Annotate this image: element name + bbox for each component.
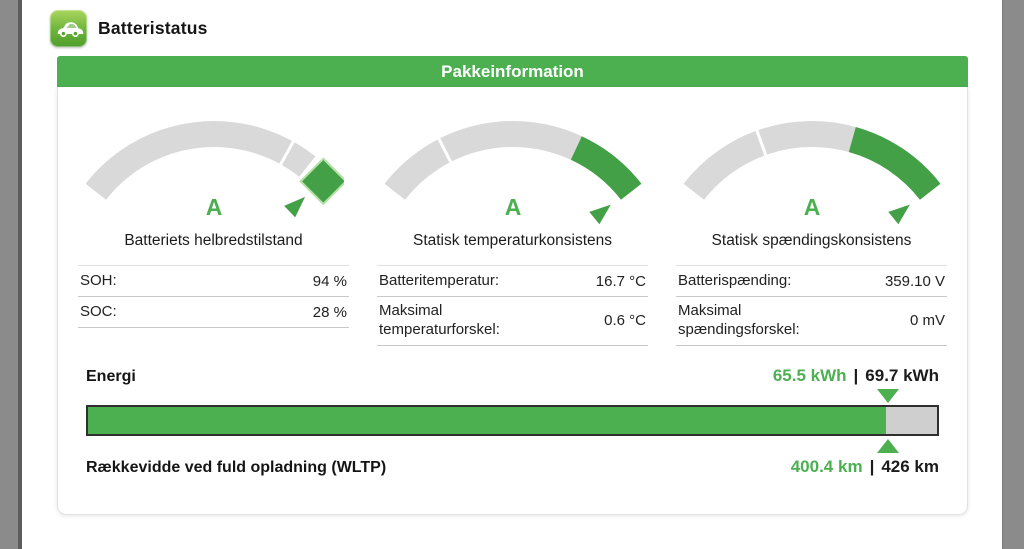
energy-current-value: 65.5 kWh [772, 365, 847, 385]
metric-value: 28 % [312, 303, 347, 321]
title-bar [26, 0, 1002, 56]
right-edge-strip [1002, 0, 1024, 549]
energy-bar-fill [88, 407, 886, 434]
range-current-value: 400.4 km [790, 456, 863, 476]
soh-gauge-panel [78, 89, 349, 346]
energy-values [773, 366, 939, 386]
gauge-track [394, 134, 576, 192]
metric-label: SOC: [80, 302, 117, 320]
range-marker-row [86, 439, 939, 453]
table-row [676, 266, 947, 297]
range-separator: | [869, 456, 875, 476]
voltage-gauge [682, 89, 942, 229]
metric-label: Batterispænding: [678, 271, 792, 289]
temperature-gauge [383, 89, 643, 229]
energy-marker-down-icon [877, 389, 899, 403]
energy-marker-row [86, 389, 939, 403]
gauge-track [95, 134, 306, 192]
panel-header-title: Pakkeinformation [441, 61, 584, 81]
gauge-caption: Statisk temperaturkonsistens [412, 232, 612, 249]
gauge-grade: A [803, 194, 820, 220]
gauge-pointer-icon [888, 205, 910, 225]
metric-label: Maksimal spændingsforskel: [678, 302, 800, 338]
gauge-track [693, 134, 852, 192]
range-label: Rækkevidde ved fuld opladning (WLTP) [86, 458, 387, 476]
metric-table [78, 265, 349, 328]
soh-gauge [84, 89, 344, 229]
range-marker-up-icon [877, 439, 899, 453]
energy-max-value: 69.7 kWh [865, 365, 939, 385]
content-area [26, 0, 1002, 549]
gauge-pointer-icon [589, 205, 611, 225]
gauge-pointer-icon [284, 197, 305, 218]
metric-value: 0 mV [909, 312, 945, 330]
battery-info-card [57, 87, 968, 515]
range-values [791, 457, 939, 477]
gauge-grade: A [205, 194, 222, 220]
energy-separator: | [853, 365, 859, 385]
range-max-value: 426 km [881, 456, 939, 476]
table-row [78, 297, 349, 328]
table-row [676, 297, 947, 346]
left-edge-strip [0, 0, 22, 549]
gauge-green-segment [576, 148, 631, 192]
gauges-row [78, 89, 947, 346]
gauge-caption: Batteriets helbredstilstand [124, 232, 303, 249]
car-icon [50, 10, 87, 47]
table-row [377, 266, 648, 297]
gauge-grade: A [504, 194, 521, 220]
voltage-gauge-panel [676, 89, 947, 346]
energy-label: Energi [86, 367, 136, 385]
metric-label: Maksimal temperaturforskel: [379, 302, 500, 338]
metric-table [676, 265, 947, 346]
table-row [377, 297, 648, 346]
metric-value: 0.6 °C [604, 312, 646, 330]
energy-bar [86, 405, 939, 436]
metric-value: 359.10 V [884, 272, 945, 290]
energy-section [78, 366, 947, 477]
app-title: Batteristatus [98, 17, 208, 38]
metric-value: 16.7 °C [595, 272, 646, 290]
gauge-green-segment [852, 140, 930, 192]
panel-header [57, 56, 968, 87]
metric-value: 94 % [312, 272, 347, 290]
metric-table [377, 265, 648, 346]
metric-label: SOH: [80, 271, 117, 289]
table-row [78, 266, 349, 297]
gauge-caption: Statisk spændingskonsistens [711, 232, 912, 249]
temperature-gauge-panel [377, 89, 648, 346]
metric-label: Batteritemperatur: [379, 271, 500, 289]
